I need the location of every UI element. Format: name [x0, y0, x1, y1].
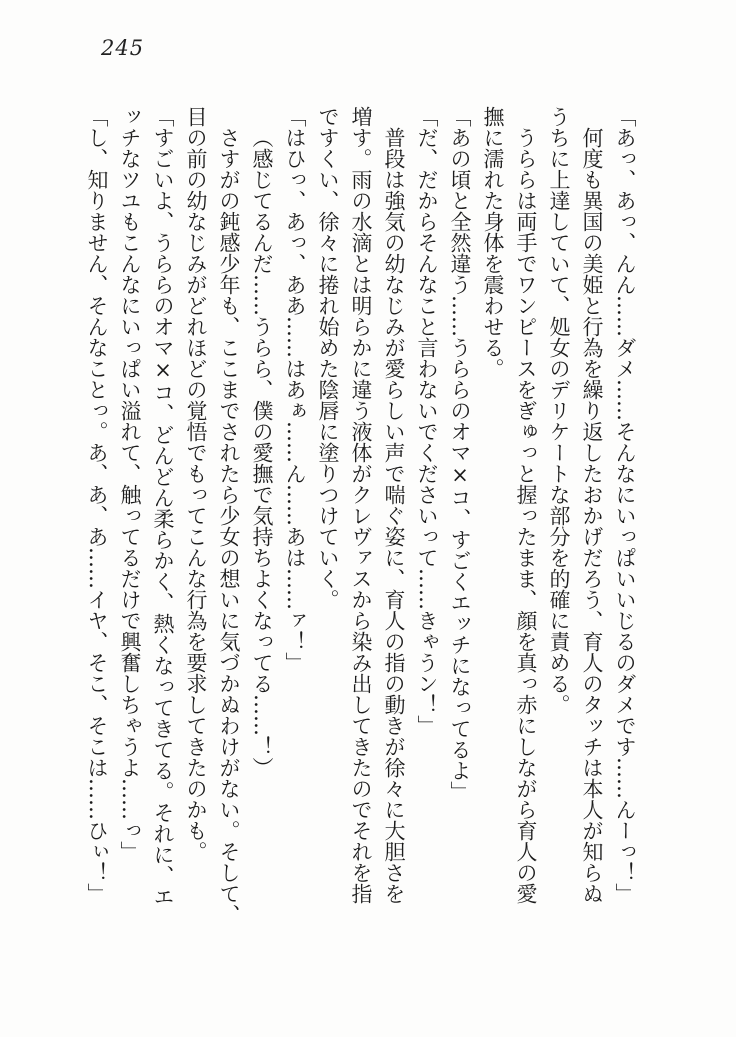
text-line: うららは両手でワンピースをぎゅっと握ったまま、顔を真っ赤にしながら育人の愛: [514, 127, 538, 904]
text-line: 「だ、だからそんなこと言わないでくださいって……きゃうン！」: [415, 106, 439, 736]
text-line: うちに上達していて、処女のデリケートな部分を的確に責める。: [547, 106, 571, 715]
text-line: ですくい、徐々に捲れ始めた陰唇に塗りつけていく。: [316, 106, 340, 610]
text-line: 「はひっ、あっ、ああ……はあぁ……ん……あは……ァ！」: [283, 106, 307, 673]
text-line: ッチなツユもこんなにいっぱい溢れて、触ってるだけで興奮しちゃうよ……っ」: [118, 106, 142, 862]
vertical-text-block: [74, 106, 635, 951]
text-line: 撫に濡れた身体を震わせる。: [481, 106, 505, 379]
text-line: 目の前の幼なじみがどれほどの覚悟でもってこんな行為を要求してきたのかも。: [184, 106, 208, 862]
text-line: 増す。雨の水滴とは明らかに違う液体がクレヴァスから染み出してきたのでそれを指: [349, 106, 373, 904]
text-line: 「あっ、あっ、んん……ダメ……そんなにいっぱいいじるのダメです……んーっ！」: [613, 106, 637, 904]
page-number: 245: [101, 36, 145, 60]
text-line: 普段は強気の幼なじみが愛らしい声で喘ぐ姿に、育人の指の動きが徐々に大胆さを: [382, 127, 406, 904]
text-line: （感じてるんだ……うらら、僕の愛撫で気持ちよくなってる……！）: [250, 127, 274, 778]
text-line: さすがの鈍感少年も、ここまでされたら少女の想いに気づかぬわけがない。そして、: [217, 127, 241, 925]
text-line: 「し、知りません、そんなことっ。あ、あ、あ……イヤ、そこ、そこは……ひぃ！」: [85, 106, 109, 904]
text-line: 「すごいよ、うららのオマ×コ、どんどん柔らかく、熱くなってきてる。それに、エ: [151, 106, 175, 907]
text-line: 「あの頃と全然違う……うららのオマ×コ、すごくエッチになってるよ」: [448, 106, 472, 802]
text-line: 何度も異国の美姫と行為を繰り返したおかげだろう、育人のタッチは本人が知らぬ: [580, 127, 604, 904]
